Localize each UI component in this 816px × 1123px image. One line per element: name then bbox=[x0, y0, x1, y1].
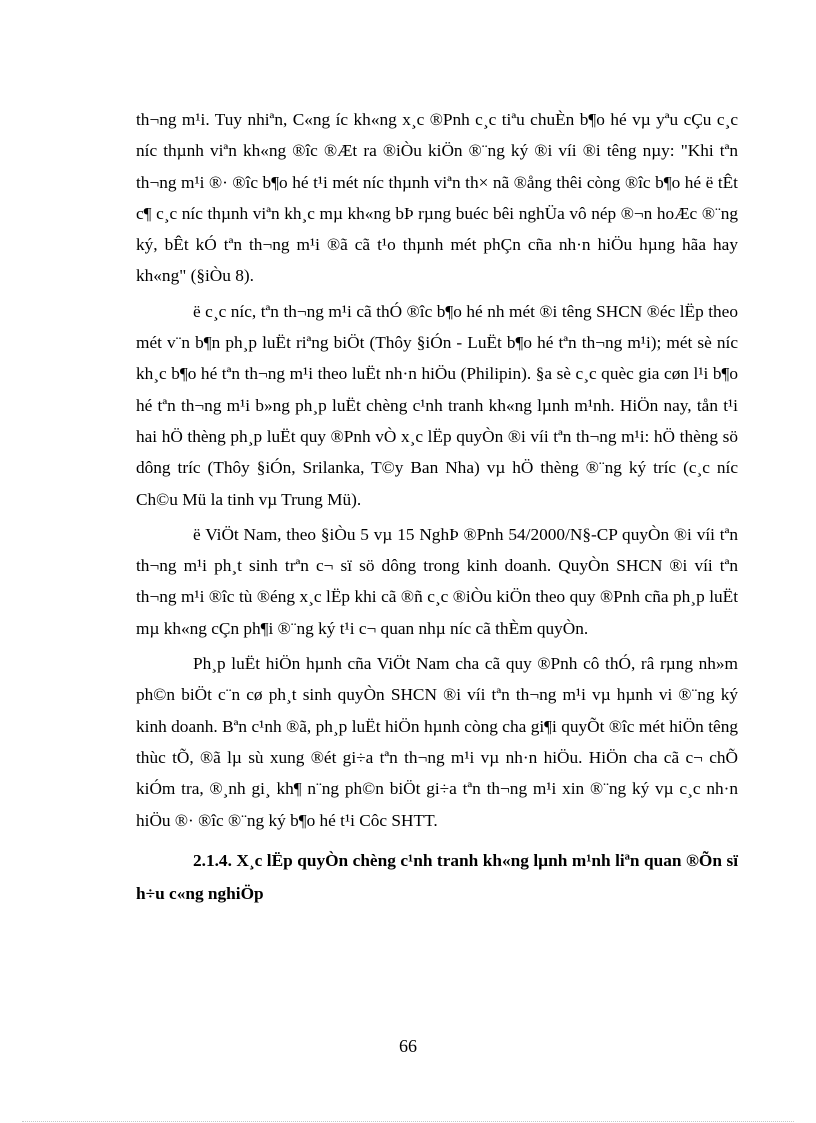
page-bottom-divider bbox=[22, 1121, 794, 1122]
paragraph-4: Ph¸p luËt hiÖn hµnh cña ViÖt Nam cha cã quy ®Pnh cô thÓ, râ rµng nh»m ph©n biÖt c¨n cø ph¸t sinh quyÒn SHCN ®i víi tªn th¬ng m¹i vµ hµnh vi ®¨ng ký kinh doanh. Bªn c¹nh ®ã, ph¸p luËt hiÖn hµnh còng cha gi¶i quyÕt ®îc mét hiÖn têng thùc tÕ, ®ã lµ sù xung ®ét gi÷a tªn th¬ng m¹i vµ nh·n hiÖu. HiÖn cha cã c¬ chÕ kiÓm tra, ®¸nh gi¸ kh¶ n¨ng ph©n biÖt gi÷a tªn th¬ng m¹i xin ®¨ng ký vµ c¸c nh·n hiÖu ®· ®îc ®¨ng ký b¶o hé t¹i Côc SHTT. bbox=[136, 654, 738, 830]
paragraph-2: ë c¸c níc, tªn th¬ng m¹i cã thÓ ®îc b¶o hé nh mét ®i têng SHCN ®éc lËp theo mét v¨n b¶n ph¸p luËt riªng biÖt (Thôy §iÓn - LuËt b¶o hé tªn th¬ng m¹i); mét sè níc kh¸c b¶o hé tªn th¬ng m¹i theo luËt nh·n hiÖu (Philipin). §a sè c¸c quèc gia cøn l¹i b¶o hé tªn th¬ng m¹i b»ng ph¸p luËt chèng c¹nh tranh kh«ng lµnh m¹nh. HiÖn nay, tån t¹i hai hÖ thèng ph¸p luËt quy ®Pnh vÒ x¸c lËp quyÒn ®i víi tªn th¬ng m¹i: hÖ thèng sö dông tríc (Thôy §iÓn, Srilanka, T©y Ban Nha) vµ hÖ thèng ®¨ng ký tríc (c¸c níc Ch©u Mü la tinh vµ Trung Mü). bbox=[136, 301, 738, 509]
paragraph-3: ë ViÖt Nam, theo §iÒu 5 vµ 15 NghÞ ®Pnh 54/2000/N§-CP quyÒn ®i víi tªn th¬ng m¹i ph¸t sinh trªn c¬ sï sö dông trong kinh doanh. QuyÒn SHCN ®i víi tªn th¬ng m¹i ®îc tù ®éng x¸c lËp khi cã ®ñ c¸c ®iÒu kiÖn theo quy ®Pnh cña ph¸p luËt mµ kh«ng cÇn ph¶i ®¨ng ký t¹i c¬ quan nhµ níc cã thÈm quyÒn. bbox=[136, 524, 738, 638]
body-text bbox=[136, 104, 738, 910]
paragraph-1: th¬ng m¹i. Tuy nhiªn, C«ng íc kh«ng x¸c ®Pnh c¸c tiªu chuÈn b¶o hé vµ yªu cÇu c¸c níc thµnh viªn kh«ng ®îc ®Æt ra ®iÒu kiÖn ®¨ng ký ®i víi ®i têng nµy: "Khi tªn th¬ng m¹i ®· ®îc b¶o hé t¹i mét níc thµnh viªn th× nã ®ång thêi còng ®îc b¶o hé ë tÊt c¶ c¸c níc thµnh viªn kh¸c mµ kh«ng bÞ rµng buéc bêi nghÜa vô nép ®¬n hoÆc ®¨ng ký, bÊt kÓ tªn th¬ng m¹i ®ã cã t¹o thµnh mét phÇn cña nh·n hiÖu hµng hãa hay kh«ng" (§iÒu 8). bbox=[136, 110, 738, 286]
section-heading: 2.1.4. X¸c lËp quyÒn chèng c¹nh tranh kh«ng lµnh m¹nh liªn quan ®Õn sï h÷u c«ng nghiÖp bbox=[136, 850, 738, 903]
page-number: 66 bbox=[399, 1036, 417, 1056]
